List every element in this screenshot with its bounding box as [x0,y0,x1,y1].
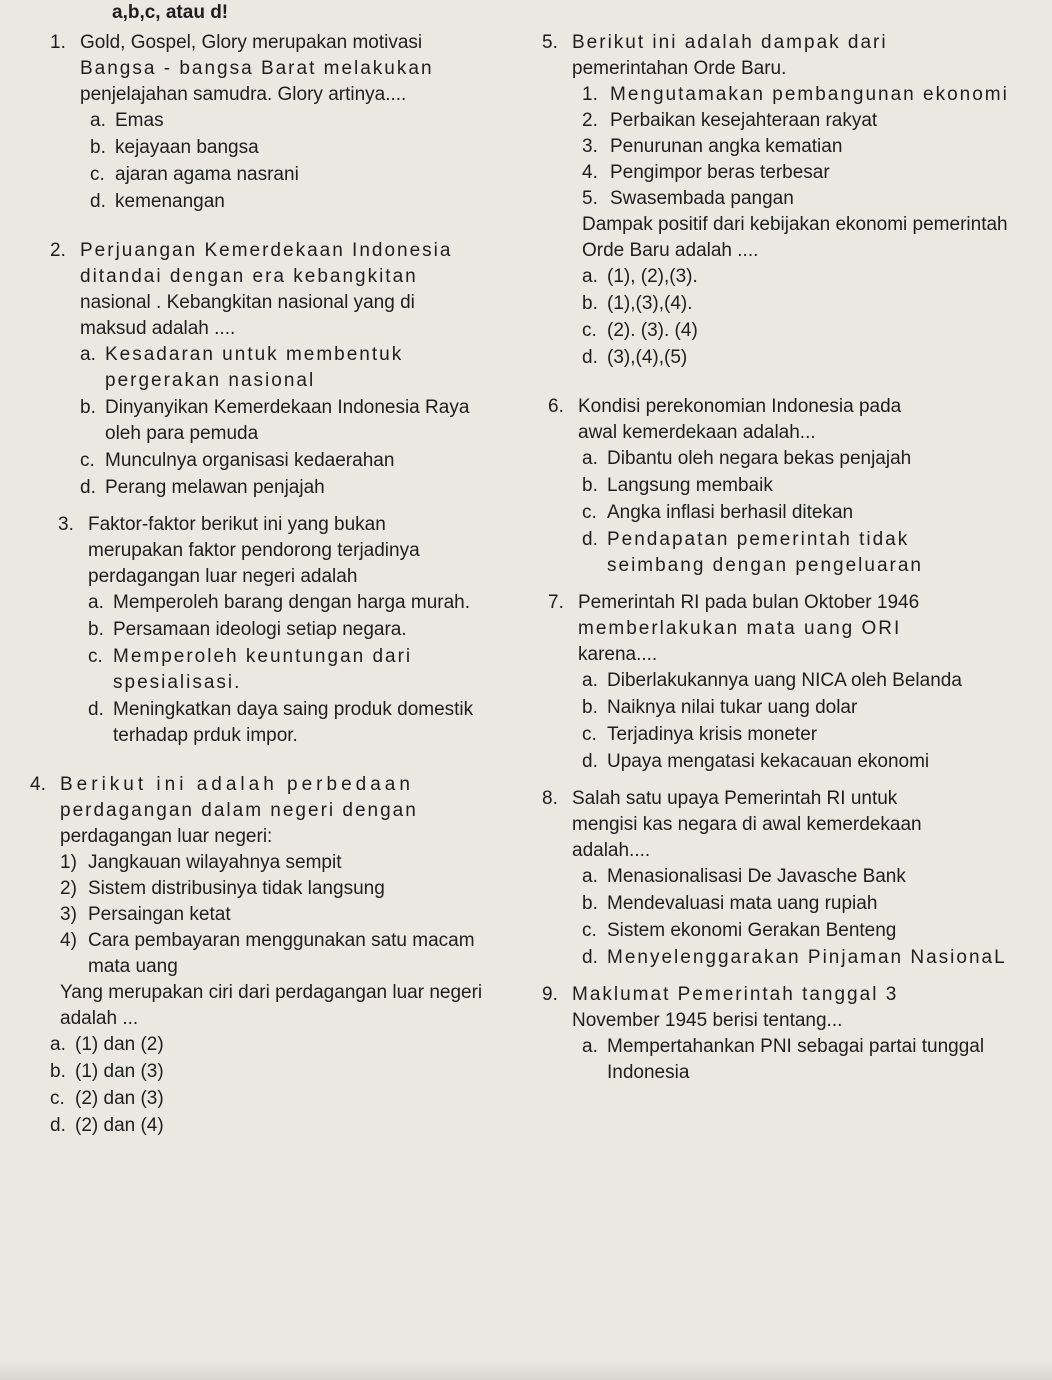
option-a[interactable]: a. Kesadaran untuk membentuk pergerakan nasional [80,344,404,391]
list-item: 4) Cara pembayaran menggunakan satu macam mata uang [60,930,475,977]
list-item: 3. Penurunan angka kematian [582,136,843,157]
question-line: karena.... [578,644,658,665]
question-line: Berikut ini adalah dampak dari [572,32,888,53]
option-d[interactable]: d. (3),(4),(5) [582,347,688,368]
question-line: Maklumat Pemerintah tanggal 3 [572,984,899,1005]
option-d[interactable]: d. Pendapatan pemerintah tidak seimbang dengan pengeluaran [582,529,923,576]
question-line: nasional . Kebangkitan nasional yang di [80,292,415,313]
question-line: perdagangan luar negeri adalah [88,566,358,587]
question-line: Salah satu upaya Pemerintah RI untuk [572,788,898,809]
question-3 [50,512,490,749]
question-line: Perjuangan Kemerdekaan Indonesia [80,240,453,261]
question-line: memberlakukan mata uang ORI [578,618,902,639]
option-d[interactable]: d. Upaya mengatasi kekacauan ekonomi [582,751,930,772]
option-a[interactable]: a. (1) dan (2) [50,1034,164,1055]
question-tail: Dampak positif dari kebijakan ekonomi pemerintah Orde Baru adalah .... [582,214,1008,261]
question-9 [542,982,1012,1086]
option-b[interactable]: b. (1) dan (3) [50,1061,164,1082]
option-b[interactable]: b. kejayaan bangsa [90,137,259,158]
option-a[interactable]: a. Memperoleh barang dengan harga murah. [88,592,471,613]
option-a[interactable]: a. Dibantu oleh negara bekas penjajah [582,448,912,469]
question-line: maksud adalah .... [80,318,236,339]
question-line: perdagangan luar negeri: [60,826,273,847]
list-item: 3) Persaingan ketat [60,904,231,925]
left-column [30,30,490,1140]
option-c[interactable]: c. Terjadinya krisis moneter [582,724,818,745]
list-item: 2. Perbaikan kesejahteraan rakyat [582,110,878,131]
option-b[interactable]: b. Persamaan ideologi setiap negara. [88,619,407,640]
option-d[interactable]: d. (2) dan (4) [50,1115,164,1136]
option-b[interactable]: b. Mendevaluasi mata uang rupiah [582,893,878,914]
question-line: Bangsa - bangsa Barat melakukan [80,58,434,79]
question-8 [542,786,1012,971]
option-a[interactable]: a. Emas [90,110,164,131]
option-b[interactable]: b. Naiknya nilai tukar uang dolar [582,697,858,718]
question-line: Gold, Gospel, Glory merupakan motivasi [80,32,423,53]
question-line: Kondisi perekonomian Indonesia pada [578,396,902,417]
question-7 [542,590,1012,775]
question-line: Berikut ini adalah perbedaan [60,774,414,795]
question-line: perdagangan dalam negeri dengan [60,800,418,821]
list-item: 5. Swasembada pangan [582,188,794,209]
question-4 [30,772,490,1139]
question-1 [50,30,490,215]
option-c[interactable]: c. Sistem ekonomi Gerakan Benteng [582,920,897,941]
question-2 [50,238,490,501]
question-number: 1. [50,32,66,53]
question-number: 9. [542,984,558,1005]
question-line: Pemerintah RI pada bulan Oktober 1946 [578,592,920,613]
question-line: awal kemerdekaan adalah... [578,422,816,443]
question-line: pemerintahan Orde Baru. [572,58,787,79]
option-a[interactable]: a. Mempertahankan PNI sebagai partai tunggal Indonesia [582,1036,985,1083]
option-d[interactable]: d. Menyelenggarakan Pinjaman NasionaL [582,947,1007,968]
option-d[interactable]: d. Perang melawan penjajah [80,477,325,498]
question-number: 4. [30,774,46,795]
question-number: 3. [58,514,74,535]
question-line: merupakan faktor pendorong terjadinya [88,540,420,561]
question-tail: Yang merupakan ciri dari perdagangan luar negeri adalah ... [60,982,483,1029]
question-number: 8. [542,788,558,809]
list-item: 2) Sistem distribusinya tidak langsung [60,878,385,899]
option-a[interactable]: a. (1), (2),(3). [582,266,698,287]
instruction-header: a,b,c, atau d! [112,2,229,23]
page-bottom-edge [0,1360,1052,1380]
question-6 [542,394,1012,579]
list-item: 1) Jangkauan wilayahnya sempit [60,852,342,873]
option-c[interactable]: c. (2). (3). (4) [582,320,698,341]
option-c[interactable]: c. (2) dan (3) [50,1088,164,1109]
option-b[interactable]: b. Dinyanyikan Kemerdekaan Indonesia Raya oleh para pemuda [80,397,470,444]
option-a[interactable]: a. Diberlakukannya uang NICA oleh Belanda [582,670,962,691]
question-number: 2. [50,240,66,261]
question-number: 6. [548,396,564,417]
question-line: ditandai dengan era kebangkitan [80,266,418,287]
option-b[interactable]: b. (1),(3),(4). [582,293,693,314]
question-line: adalah.... [572,840,651,861]
option-b[interactable]: b. Langsung membaik [582,475,773,496]
right-column [542,30,1012,1087]
option-c[interactable]: c. Munculnya organisasi kedaerahan [80,450,395,471]
question-line: mengisi kas negara di awal kemerdekaan [572,814,922,835]
question-number: 7. [548,592,564,613]
option-c[interactable]: c. ajaran agama nasrani [90,164,299,185]
question-line: Faktor-faktor berikut ini yang bukan [88,514,386,535]
option-d[interactable]: d. kemenangan [90,191,225,212]
question-number: 5. [542,32,558,53]
question-line: November 1945 berisi tentang... [572,1010,843,1031]
list-item: 4. Pengimpor beras terbesar [582,162,830,183]
option-c[interactable]: c. Angka inflasi berhasil ditekan [582,502,854,523]
option-d[interactable]: d. Meningkatkan daya saing produk domestik terhadap prduk impor. [88,699,474,746]
option-c[interactable]: c. Memperoleh keuntungan dari spesialisasi. [88,646,413,693]
option-a[interactable]: a. Menasionalisasi De Javasche Bank [582,866,906,887]
question-line: penjelajahan samudra. Glory artinya.... [80,84,407,105]
question-5 [542,30,1012,371]
list-item: 1. Mengutamakan pembangunan ekonomi [582,84,1009,105]
